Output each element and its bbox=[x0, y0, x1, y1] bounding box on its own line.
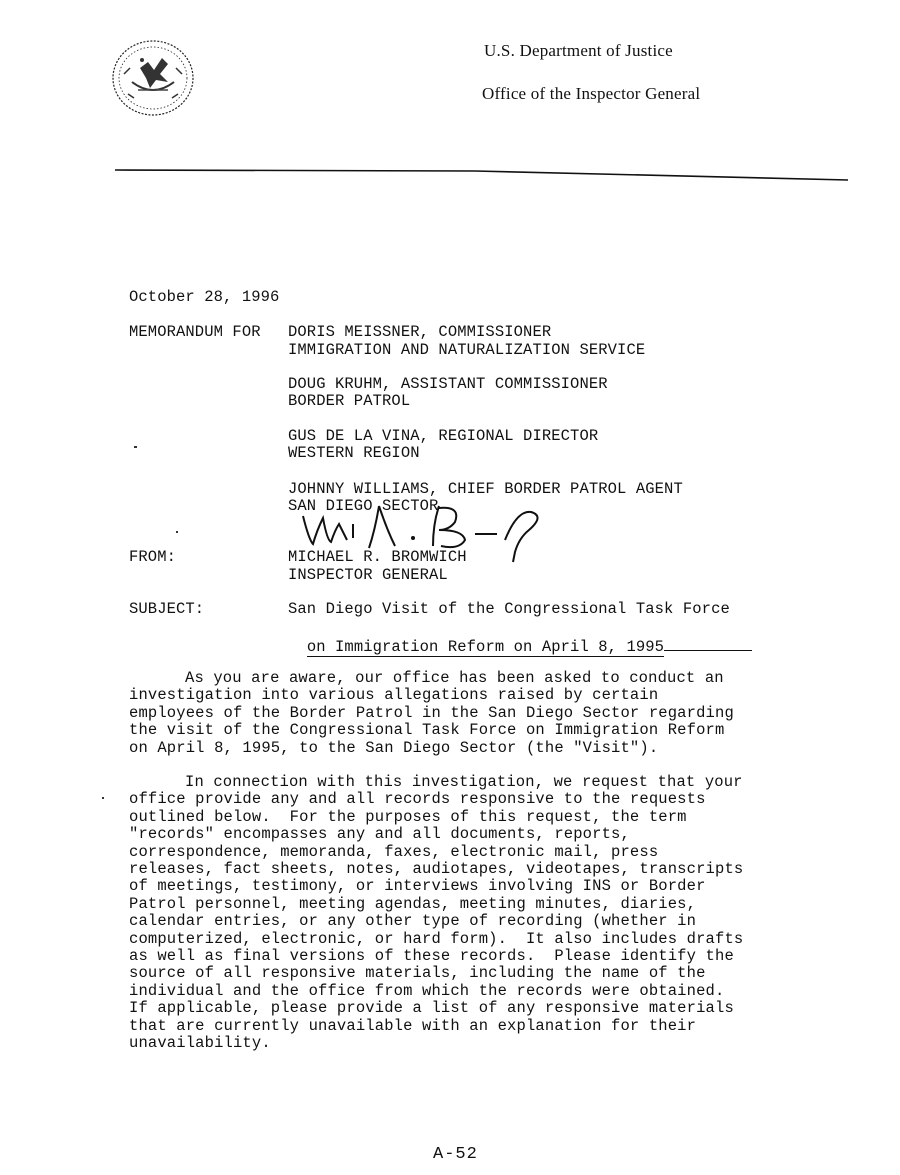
subject-label: SUBJECT: bbox=[129, 600, 205, 618]
paragraph-line: "records" encompasses any and all documents, reports, bbox=[129, 825, 630, 844]
paragraph-line: correspondence, memoranda, faxes, electronic mail, press bbox=[129, 842, 659, 861]
department-name: U.S. Department of Justice bbox=[484, 41, 673, 60]
paragraph-line: If applicable, please provide a list of any responsive materials bbox=[129, 999, 734, 1018]
page-number: A-52 bbox=[433, 1145, 478, 1164]
paragraph-line: investigation into various allegations raised by certain bbox=[129, 686, 659, 705]
recipient-4-name: JOHNNY WILLIAMS, CHIEF BORDER PATROL AGENT bbox=[288, 480, 683, 498]
paragraph-line: Patrol personnel, meeting agendas, meeting minutes, diaries, bbox=[129, 894, 697, 913]
memorandum-for-label: MEMORANDUM FOR bbox=[129, 323, 261, 341]
subject-line-1: San Diego Visit of the Congressional Task Force bbox=[288, 600, 730, 618]
paragraph-line: that are currently unavailable with an explanation for their bbox=[129, 1016, 697, 1035]
from-name: MICHAEL R. BROMWICH bbox=[288, 548, 467, 566]
paragraph-line: on April 8, 1995, to the San Diego Sector (the "Visit"). bbox=[129, 738, 659, 757]
paragraph-line: As you are aware, our office has been asked to conduct an bbox=[185, 669, 724, 687]
recipient-2-org: BORDER PATROL bbox=[288, 392, 411, 410]
paragraph-line: individual and the office from which the records were obtained. bbox=[129, 981, 725, 1000]
from-title: INSPECTOR GENERAL bbox=[288, 566, 448, 584]
scan-speck bbox=[102, 797, 104, 799]
recipient-3-name: GUS DE LA VINA, REGIONAL DIRECTOR bbox=[288, 427, 599, 445]
paragraph-1 bbox=[129, 670, 734, 757]
from-label: FROM: bbox=[129, 548, 177, 566]
office-name: Office of the Inspector General bbox=[482, 84, 701, 103]
doj-seal-icon bbox=[110, 38, 196, 118]
paragraph-2 bbox=[129, 774, 743, 1053]
paragraph-line: outlined below. For the purposes of this request, the term bbox=[129, 807, 687, 826]
letterhead-rule bbox=[115, 166, 848, 182]
subject-line-2 bbox=[288, 618, 752, 656]
recipient-1-org: IMMIGRATION AND NATURALIZATION SERVICE bbox=[288, 341, 646, 359]
recipient-3-org: WESTERN REGION bbox=[288, 444, 420, 462]
paragraph-line: the visit of the Congressional Task Force on Immigration Reform bbox=[129, 721, 725, 740]
paragraph-line: as well as final versions of these records. Please identify the bbox=[129, 947, 734, 966]
paragraph-line: unavailability. bbox=[129, 1034, 271, 1053]
scan-speck bbox=[176, 531, 178, 533]
recipient-2-name: DOUG KRUHM, ASSISTANT COMMISSIONER bbox=[288, 375, 608, 393]
scan-speck bbox=[134, 446, 137, 448]
recipient-1-name: DORIS MEISSNER, COMMISSIONER bbox=[288, 323, 552, 341]
recipient-4-org: SAN DIEGO SECTOR bbox=[288, 497, 439, 515]
subject-line-2-text: on Immigration Reform on April 8, 1995 bbox=[306, 637, 665, 656]
paragraph-line: In connection with this investigation, we request that your bbox=[185, 773, 743, 791]
memo-date: October 28, 1996 bbox=[129, 288, 280, 306]
paragraph-line: of meetings, testimony, or interviews involving INS or Border bbox=[129, 877, 706, 896]
paragraph-line: computerized, electronic, or hard form). It also includes drafts bbox=[129, 929, 744, 948]
paragraph-line: source of all responsive materials, including the name of the bbox=[129, 964, 706, 983]
paragraph-line: employees of the Border Patrol in the San Diego Sector regarding bbox=[129, 703, 734, 722]
paragraph-line: calendar entries, or any other type of recording (whether in bbox=[129, 912, 697, 931]
paragraph-line: office provide any and all records responsive to the requests bbox=[129, 790, 706, 809]
paragraph-line: releases, fact sheets, notes, audiotapes, videotapes, transcripts bbox=[129, 860, 744, 879]
subject-underline-extension bbox=[664, 636, 752, 651]
